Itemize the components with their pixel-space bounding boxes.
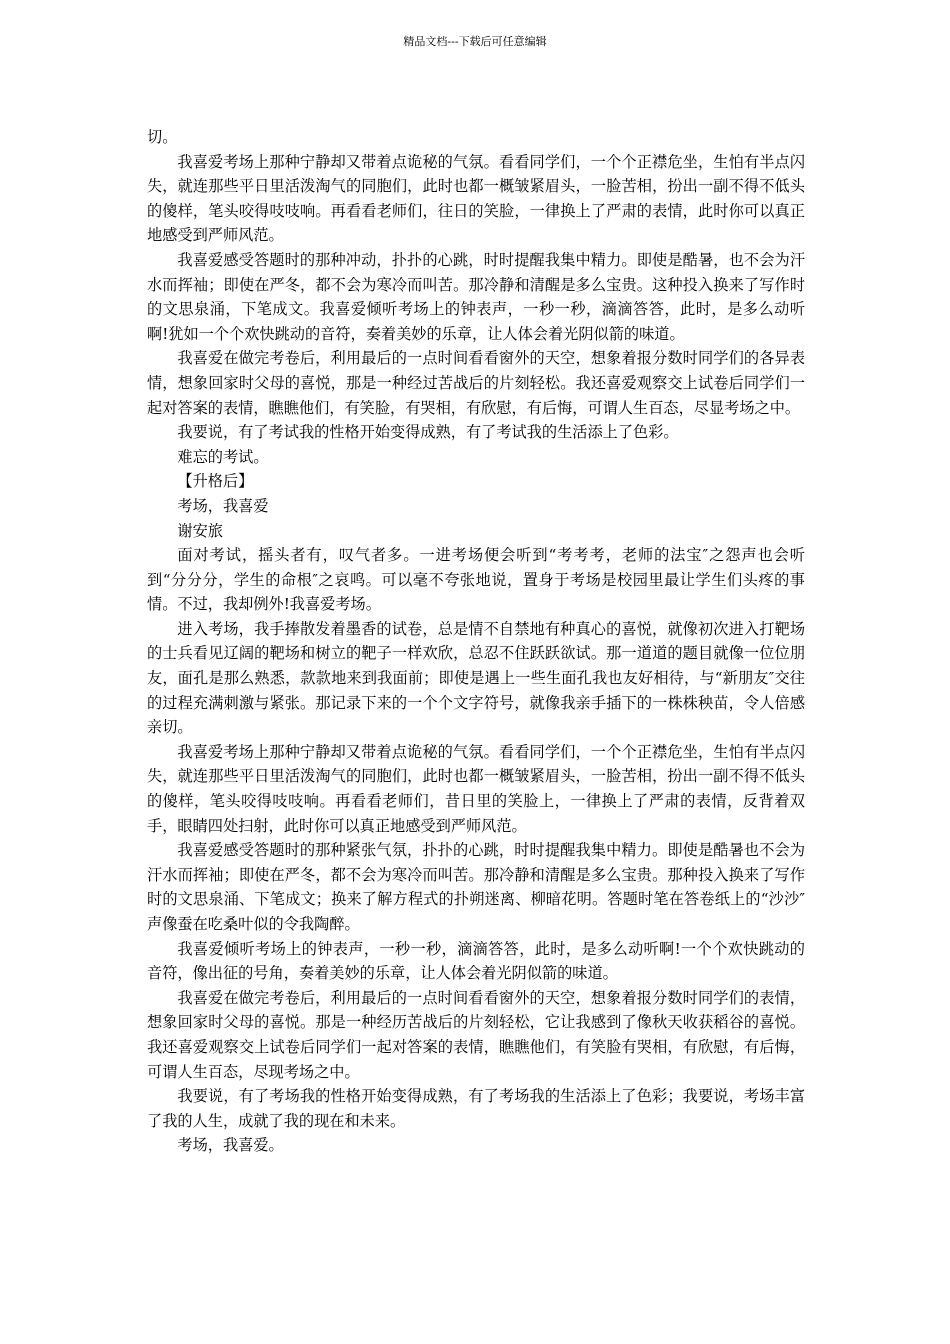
paragraph: 我要说，有了考场我的性格开始变得成熟，有了考场我的生活添上了色彩；我要说，考场丰富了我的人生，成就了我的现在和未来。 (147, 1087, 805, 1130)
paragraph: 我喜爱考场上那种宁静却又带着点诡秘的气氛。看看同学们，一个个正襟危坐，生怕有半点闪失，就连那些平日里活泼淘气的同胞们，此时也都一概皱紧眉头，一脸苦相，扮出一副不得不低头的傻样，笔头咬得吱吱响。再看看老师们，昔日里的笑脸上，一律换上了严肃的表情，反背着双手，眼睛四处扫射，此时你可以真正地感受到严师风范。 (147, 742, 805, 835)
paragraph: 谢安旅 (177, 521, 223, 540)
paragraph: 我喜爱在做完考卷后，利用最后的一点时间看看窗外的天空，想象着报分数时同学们的表情，想象回家时父母的喜悦。那是一种经历苦战后的片刻轻松，它让我感到了像秋天收获稻谷的喜悦。我还喜爱观察交上试卷后同学们一起对答案的表情，瞧瞧他们，有笑脸有哭相，有欣慰，有后悔，可谓人生百态，尽现考场之中。 (147, 988, 805, 1081)
paragraph: 切。 (147, 128, 178, 146)
paragraph: 考场，我喜爱。 (177, 1136, 284, 1155)
paragraph: 面对考试，摇头者有，叹气者多。一进考场便会听到“考考考，老师的法宝″之怨声也会听到“分分分，学生的命根″之哀鸣。可以毫不夸张地说，置身于考场是校园里最让学生们头疼的事情。不过，我却例外!我喜爱考场。 (147, 546, 805, 614)
paragraph: 我喜爱感受答题时的那种冲动，扑扑的心跳，时时提醒我集中精力。即使是酷暑，也不会为汗水而挥袖；即使在严冬，都不会为寒冷而叫苦。那冷静和清醒是多么宝贵。这种投入换来了写作时的文思泉涌，下笔成文。我喜爱倾听考场上的钟表声，一秒一秒，滴滴答答，此时，是多么动听啊!犹如一个个欢快跳动的音符，奏着美妙的乐章，让人体会着光阴似箭的味道。 (147, 250, 805, 343)
paragraph: 难忘的考试。 (177, 447, 269, 466)
paragraph: 我喜爱倾听考场上的钟表声，一秒一秒，滴滴答答，此时，是多么动听啊!一个个欢快跳动的音符，像出征的号角，奏着美妙的乐章，让人体会着光阴似箭的味道。 (147, 939, 805, 983)
paragraph: 我要说，有了考试我的性格开始变得成熟，有了考试我的生活添上了色彩。 (177, 423, 679, 442)
document-body (147, 125, 805, 1158)
paragraph: 我喜爱在做完考卷后，利用最后的一点时间看看窗外的天空，想象着报分数时同学们的各异表情，想象回家时父母的喜悦，那是一种经过苦战后的片刻轻松。我还喜爱观察交上试卷后同学们一起对答案的表情，瞧瞧他们，有笑脸，有哭相，有欣慰，有后悔，可谓人生百态，尽显考场之中。 (147, 349, 805, 417)
page-header: 精品文档---下载后可任意编辑 (403, 35, 547, 48)
paragraph: 我喜爱感受答题时的那种紧张气氛，扑扑的心跳，时时提醒我集中精力。即使是酷暑也不会为汗水而挥袖；即使在严冬，都不会为寒冷而叫苦。那冷静和清醒是多么宝贵。那种投入换来了写作时的文思泉涌、下笔成文；换来了解方程式的扑朔迷离、柳暗花明。答题时笔在答卷纸上的“沙沙″声像蚕在吃桑叶似的令我陶醉。 (147, 841, 805, 933)
paragraph: 考场，我喜爱 (177, 496, 269, 515)
paragraph: 进入考场，我手捧散发着墨香的试卷，总是情不自禁地有种真心的喜悦，就像初次进入打靶场的士兵看见辽阔的靶场和树立的靶子一样欢欣，总忍不住跃跃欲试。那一道道的题目就像一位位朋友，面孔是那么熟悉，款款地来到我面前；即使是遇上一些生面孔我也友好相待，与“新朋友″交往的过程充满刺激与紧张。那记录下来的一个个文字符号，就像我亲手插下的一株株秧苗，令人倍感亲切。 (147, 619, 805, 737)
paragraph: 【升格后】 (177, 472, 254, 491)
paragraph: 我喜爱考场上那种宁静却又带着点诡秘的气氛。看看同学们，一个个正襟危坐，生怕有半点闪失，就连那些平日里活泼淘气的同胞们，此时也都一概皱紧眉头，一脸苦相，扮出一副不得不低头的傻样，笔头咬得吱吱响。再看看老师们，往日的笑脸，一律换上了严肃的表情，此时你可以真正地感受到严师风范。 (147, 152, 805, 245)
